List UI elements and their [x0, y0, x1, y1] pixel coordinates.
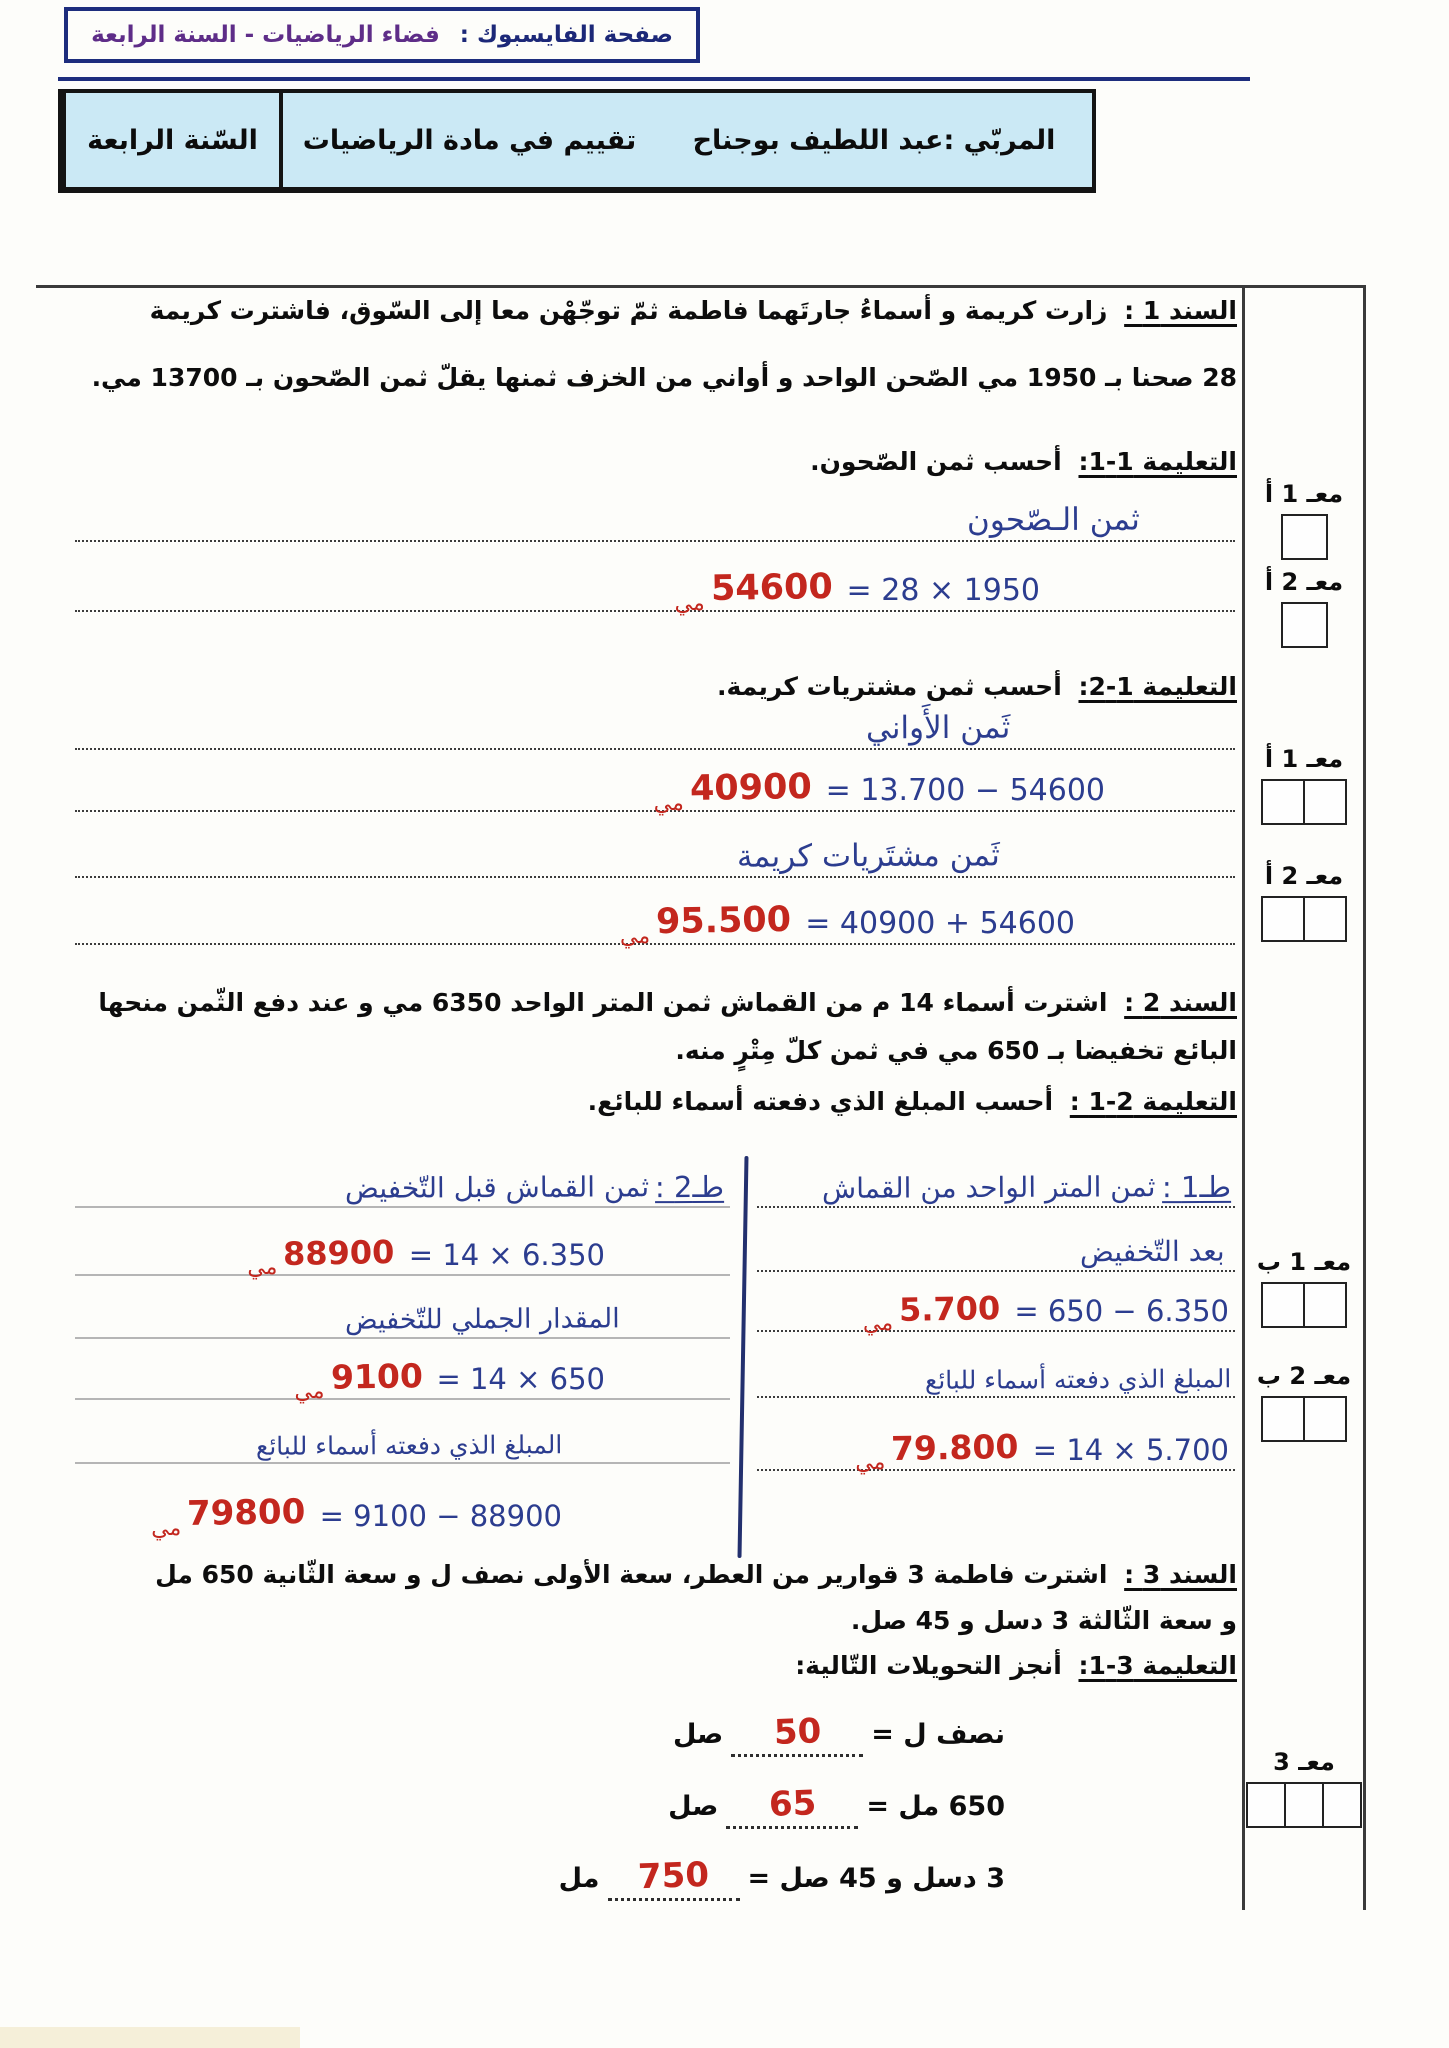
conversion-lhs: 3 دسل و 45 صل = — [747, 1863, 1005, 1894]
scan-edge-artifact — [0, 2027, 300, 2048]
exercise1-instruction1 — [60, 447, 1237, 476]
score-label: معـ 1 أ — [1264, 480, 1344, 508]
handwritten-unit: مي — [247, 1255, 278, 1280]
exercise3-label: السند 3 : — [1124, 1560, 1237, 1589]
handwritten-unit: مي — [620, 924, 651, 949]
exercise3-statement-line1 — [60, 1560, 1237, 1589]
score-column-outer-border — [1363, 285, 1366, 1910]
handwritten-operation: 1950 × 28 = — [846, 573, 1040, 608]
handwritten-unit: مي — [674, 591, 705, 616]
facebook-banner — [64, 7, 700, 63]
score-label: معـ 1 أ — [1264, 745, 1344, 773]
score-box-cell — [1246, 1782, 1286, 1828]
method2-row — [75, 1483, 730, 1541]
handwritten-conversion-value: 750 — [637, 1854, 710, 1898]
subject-cell: تقييم في مادة الرياضيات — [279, 93, 656, 187]
score-label: معـ 2 أ — [1264, 862, 1344, 890]
score-box-cell — [1284, 1782, 1324, 1828]
score-box-cell — [1281, 514, 1328, 560]
exercise1-statement-line1 — [60, 296, 1237, 325]
facebook-page-label: صفحة الفايسبوك : — [459, 22, 673, 48]
method2-subtitle: المبلغ الذي دفعته أسماء للبائع — [255, 1430, 563, 1461]
handwritten-conversion-value: 65 — [768, 1783, 817, 1825]
handwritten-operation: 88900 − 9100 = — [319, 1499, 562, 1533]
conversion-unit: صل — [673, 1719, 724, 1750]
method1-row — [757, 1280, 1235, 1336]
method2-subtitle: المقدار الجملي للتّخفيض — [345, 1303, 621, 1336]
score-box-cell — [1281, 602, 1328, 648]
score-item-2b — [1246, 1362, 1362, 1442]
method2-row — [75, 1226, 730, 1280]
exercise2-statement-line2 — [60, 1036, 1237, 1065]
handwritten-operation: 54600 − 13.700 = — [825, 773, 1105, 808]
score-box — [1246, 1282, 1362, 1328]
score-item-2a — [1246, 568, 1362, 648]
handwritten-unit: مي — [294, 1379, 325, 1404]
grade-cell: السّنة الرابعة — [62, 93, 279, 187]
score-box — [1246, 779, 1362, 825]
handwritten-operation: 54600 + 40900 = — [805, 906, 1075, 941]
answer-line — [75, 828, 1235, 878]
handwritten-unit: مي — [855, 1450, 886, 1475]
method2-label: طـ2 : — [654, 1169, 725, 1205]
score-box-cell — [1303, 896, 1347, 942]
methods-divider-line — [737, 1156, 748, 1558]
score-item-1a-2 — [1246, 745, 1362, 825]
score-box — [1246, 1396, 1362, 1442]
instruction1-2-label: التعليمة 1-2: — [1078, 672, 1237, 701]
handwritten-unit: مي — [151, 1516, 182, 1541]
handwritten-answer-title: ثمن الـصّحون — [967, 501, 1141, 539]
handwritten-unit: مي — [862, 1311, 894, 1336]
score-box-cell — [1261, 1396, 1305, 1442]
handwritten-result: 40900 — [689, 766, 813, 810]
exercise1-instruction2 — [60, 672, 1237, 701]
exercise3-text1: اشترت فاطمة 3 قوارير من العطر، سعة الأولى نصف ل و سعة الثّانية 650 مل — [155, 1560, 1108, 1589]
instruction2-1-text: أحسب المبلغ الذي دفعته أسماء للبائع. — [587, 1087, 1054, 1116]
handwritten-result: 79.800 — [891, 1426, 1020, 1469]
score-column-inner-border — [1242, 285, 1245, 1910]
conversion-lhs: 650 مل = — [866, 1791, 1005, 1822]
method1-row — [757, 1416, 1235, 1475]
score-box — [1246, 896, 1362, 942]
conversion-blank — [731, 1712, 863, 1757]
handwritten-unit: مي — [653, 791, 684, 816]
score-box — [1246, 1782, 1362, 1828]
instruction1-1-text: أحسب ثمن الصّحون. — [810, 447, 1062, 476]
score-box-cell — [1261, 1282, 1305, 1328]
conversion-lhs: نصف ل = — [871, 1719, 1005, 1750]
method1-subtitle: المبلغ الذي دفعته أسماء للبائع — [924, 1364, 1232, 1395]
header-table — [58, 89, 1096, 193]
exercise3-statement-line2 — [60, 1606, 1237, 1635]
method1-title: ثمن المتر الواحد من القماش — [822, 1170, 1157, 1205]
handwritten-result: 54600 — [710, 566, 833, 610]
content-frame-top-border — [36, 285, 1366, 288]
score-box-cell — [1261, 779, 1305, 825]
handwritten-result: 88900 — [283, 1233, 396, 1273]
method2-title: ثمن القماش قبل التّخفيض — [344, 1170, 650, 1205]
answer-line — [75, 556, 1235, 616]
exercise3-instruction — [60, 1651, 1237, 1680]
handwritten-result: 95.500 — [655, 899, 792, 943]
exercise2-text2: البائع تخفيضا بـ 650 مي في ثمن كلّ مِتْرٍ منه. — [675, 1036, 1237, 1065]
exercise1-label: السند 1 : — [1124, 296, 1237, 325]
instruction3-1-text: أنجز التحويلات التّالية: — [795, 1651, 1062, 1680]
exercise1-text1: زارت كريمة و أسماءُ جارتَهما فاطمة ثمّ توجّهْن معا إلى السّوق، فاشترت كريمة — [149, 296, 1108, 325]
handwritten-answer-title: ثَمن مشتَريات كريمة — [737, 837, 1001, 875]
score-label: معـ 3 — [1273, 1748, 1335, 1776]
method2-row — [75, 1350, 730, 1404]
score-item-1b — [1246, 1248, 1362, 1328]
exercise1-text2: 28 صحنا بـ 1950 مي الصّحن الواحد و أواني من الخزف ثمنها يقلّ ثمن الصّحون بـ 13700 مي. — [91, 363, 1237, 392]
method2-row — [75, 1416, 730, 1464]
header-rule — [58, 77, 1250, 81]
facebook-page-title: فضاء الرياضيات - السنة الرابعة — [91, 22, 440, 48]
answer-line — [75, 494, 1235, 542]
handwritten-operation: 5.700 × 14 = — [1032, 1433, 1229, 1467]
score-box-cell — [1303, 1282, 1347, 1328]
conversion-unit: مل — [558, 1863, 600, 1894]
conversion-blank — [726, 1784, 858, 1829]
score-box-cell — [1303, 779, 1347, 825]
answer-line — [75, 706, 1235, 750]
answer-line — [75, 760, 1235, 816]
method2-row — [75, 1293, 730, 1339]
method1-row — [757, 1350, 1235, 1398]
conversion-row — [60, 1856, 1237, 1901]
handwritten-operation: 650 × 14 = — [436, 1362, 605, 1396]
method1-label: طـ1 : — [1161, 1169, 1232, 1205]
score-label: معـ 2 أ — [1264, 568, 1344, 596]
handwritten-result: 9100 — [330, 1356, 423, 1397]
instruction2-1-label: التعليمة 2-1 : — [1069, 1087, 1237, 1116]
answer-line — [75, 892, 1235, 949]
score-label: معـ 1 ب — [1256, 1248, 1352, 1276]
score-item-3 — [1246, 1748, 1362, 1828]
method1-row — [757, 1226, 1235, 1272]
exercise2-instruction — [60, 1087, 1237, 1116]
handwritten-operation: 6.350 − 650 = — [1014, 1294, 1229, 1328]
score-box-cell — [1322, 1782, 1362, 1828]
method1-title-cont: بعد التّخفيض — [1080, 1234, 1226, 1269]
handwritten-result: 5.700 — [898, 1289, 1001, 1329]
score-box — [1246, 514, 1362, 560]
instruction3-1-label: التعليمة 3-1: — [1078, 1651, 1237, 1680]
instruction1-1-label: التعليمة 1-1: — [1078, 447, 1237, 476]
conversion-unit: صل — [668, 1791, 719, 1822]
method1-row — [757, 1160, 1235, 1208]
exercise2-label: السند 2 : — [1124, 988, 1237, 1017]
exercise2-text1: اشترت أسماء 14 م من القماش ثمن المتر الواحد 6350 مي و عند دفع الثّمن منحها — [98, 988, 1108, 1017]
score-box-cell — [1303, 1396, 1347, 1442]
handwritten-answer-title: ثَمن الأَواني — [865, 709, 1011, 747]
exercise3-text2: و سعة الثّالثة 3 دسل و 45 صل. — [850, 1606, 1237, 1635]
conversion-row — [60, 1712, 1237, 1757]
handwritten-conversion-value: 50 — [772, 1711, 822, 1753]
method2-row — [75, 1160, 730, 1208]
instruction1-2-text: أحسب ثمن مشتريات كريمة. — [717, 672, 1062, 701]
exercise1-statement-line2 — [60, 363, 1237, 392]
teacher-cell: المربّي :عبد اللطيف بوجناح — [692, 124, 1056, 156]
score-label: معـ 2 ب — [1256, 1362, 1352, 1390]
handwritten-operation: 6.350 × 14 = — [408, 1238, 605, 1272]
score-item-2a-2 — [1246, 862, 1362, 942]
conversion-blank — [608, 1856, 740, 1901]
score-item-1a — [1246, 480, 1362, 560]
exercise2-statement-line1 — [60, 988, 1237, 1017]
handwritten-result: 79800 — [187, 1491, 306, 1535]
conversion-row — [60, 1784, 1237, 1829]
score-box-cell — [1261, 896, 1305, 942]
score-box — [1246, 602, 1362, 648]
